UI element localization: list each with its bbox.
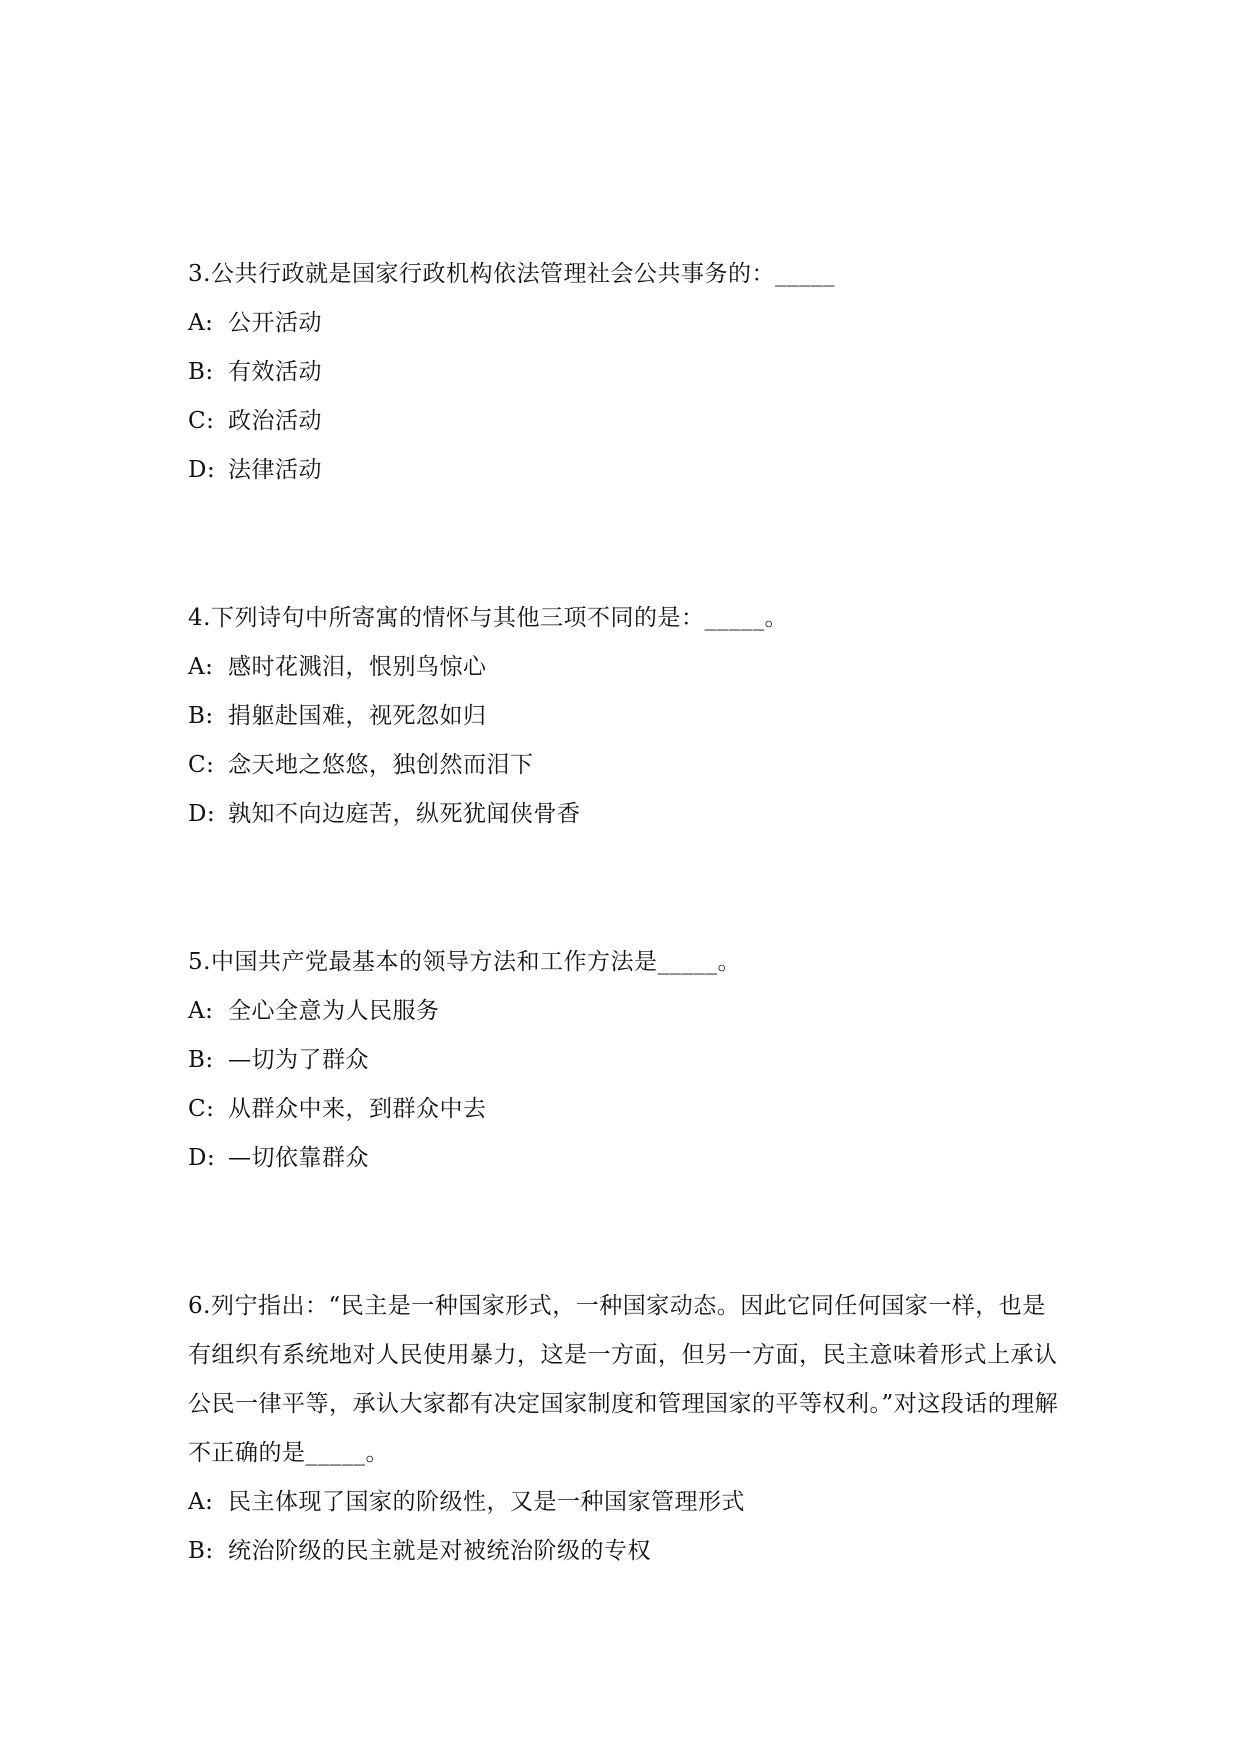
option-text: 孰知不向边庭苦，纵死犹闻侠骨香 [228,801,581,827]
option-letter: B: [188,1047,214,1073]
option-d [188,446,1068,495]
option-b [188,1527,1068,1576]
option-letter: C: [188,752,215,778]
question-stem: 3.公共行政就是国家行政机构依法管理社会公共事务的：_____ [188,261,835,287]
option-d [188,790,1068,839]
option-b [188,692,1068,741]
option-letter: C: [188,1096,215,1122]
option-letter: D: [188,1145,216,1171]
option-c [188,1085,1068,1134]
option-c [188,741,1068,790]
option-a [188,299,1068,348]
option-text: 有效活动 [228,359,322,385]
option-text: —切依靠群众 [228,1145,369,1171]
option-letter: A: [188,1489,214,1515]
question-stem: 4.下列诗句中所寄寓的情怀与其他三项不同的是：_____。 [188,605,788,631]
option-b [188,1036,1068,1085]
option-letter: C: [188,408,215,434]
option-letter: A: [188,654,214,680]
option-text: 统治阶级的民主就是对被统治阶级的专权 [228,1538,651,1564]
option-letter: D: [188,457,216,483]
option-letter: D: [188,801,216,827]
option-letter: A: [188,998,214,1024]
question-3 [188,250,1068,495]
option-text: 捐躯赴国难，视死忽如归 [228,703,487,729]
question-6 [188,1282,1068,1576]
option-text: 民主体现了国家的阶级性，又是一种国家管理形式 [228,1489,745,1515]
option-letter: A: [188,310,214,336]
option-c [188,397,1068,446]
question-stem: 6.列宁指出：“民主是一种国家形式，一种国家动态。因此它同任何国家一样，也是有组织有系统地对人民使用暴力，这是一方面，但另一方面，民主意味着形式上承认公民一律平等，承认大家都有决定国家制度和管理国家的平等权利。”对这段话的理解不正确的是_____。 [188,1293,1059,1466]
option-text: 政治活动 [228,408,322,434]
question-5 [188,938,1068,1183]
option-a [188,1478,1068,1527]
option-letter: B: [188,359,214,385]
option-text: 念天地之悠悠，独创然而泪下 [228,752,534,778]
option-letter: B: [188,703,214,729]
question-4 [188,594,1068,839]
option-text: —切为了群众 [228,1047,369,1073]
option-a [188,643,1068,692]
option-text: 法律活动 [228,457,322,483]
question-stem: 5.中国共产党最基本的领导方法和工作方法是_____。 [188,949,741,975]
option-a [188,987,1068,1036]
option-text: 全心全意为人民服务 [228,998,440,1024]
option-d [188,1134,1068,1183]
option-letter: B: [188,1538,214,1564]
option-text: 公开活动 [228,310,322,336]
option-text: 感时花溅泪，恨别鸟惊心 [228,654,487,680]
option-text: 从群众中来，到群众中去 [228,1096,487,1122]
option-b [188,348,1068,397]
